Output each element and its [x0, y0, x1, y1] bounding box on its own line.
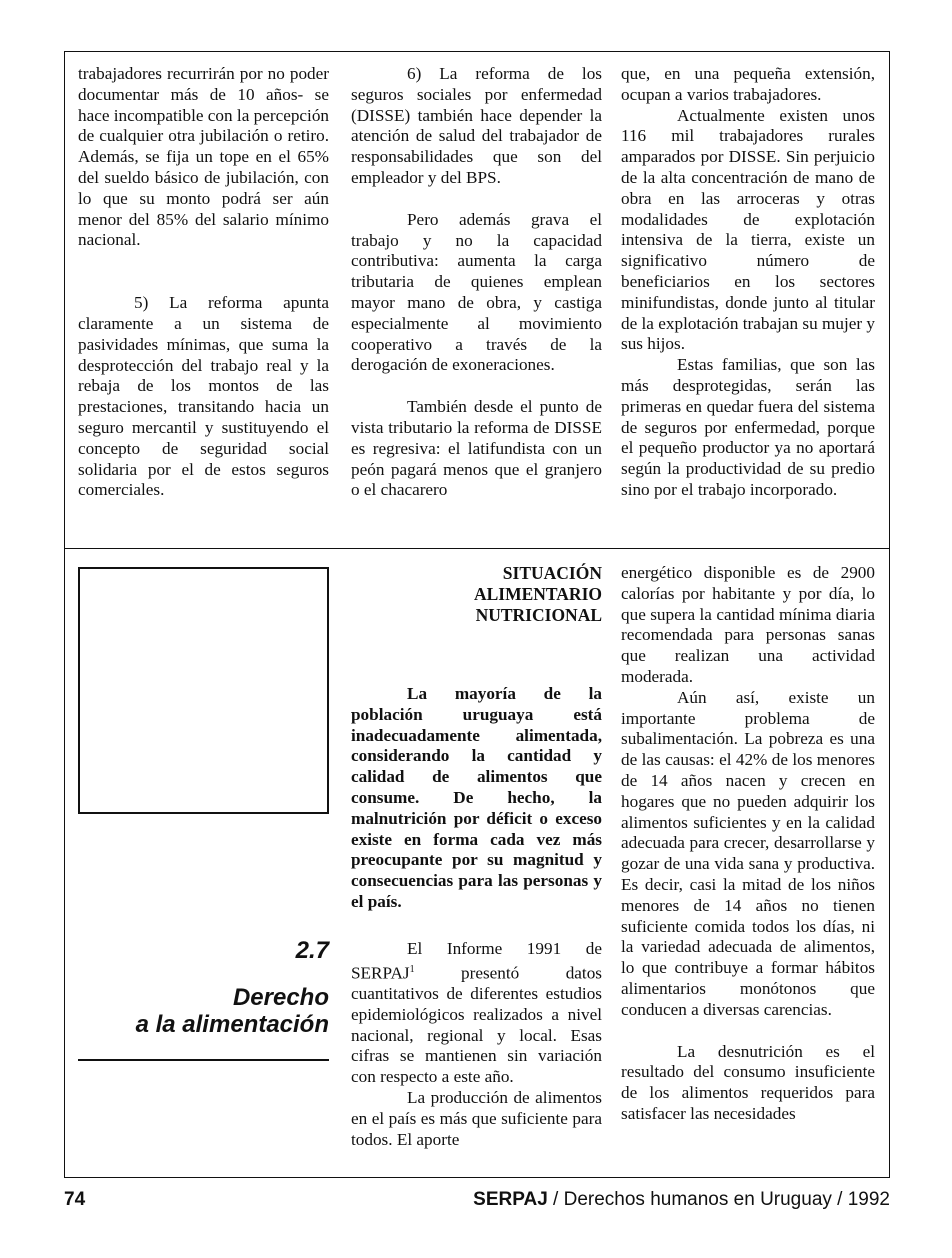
publisher-name: SERPAJ [473, 1189, 548, 1210]
paragraph: La desnutrición es el resultado del consumo insuficiente de los alimentos requeridos para satisfacer las necesidades [621, 1041, 875, 1123]
paragraph [351, 939, 602, 1088]
heading-line: ALIMENTARIO [473, 584, 602, 604]
section-title-line: Derecho [232, 984, 329, 1011]
paragraph: trabajadores recurrirán por no poder documentar más de 10 años- se hace incompatible con la percepción de cualquier otra jubilación o retiro. Además, se fija un tope en el 65% del sueldo básico de jubilación, con lo que su monto podrá ser aún menor del 85% del salario mínimo nacional. [78, 64, 330, 250]
section-title-line: a la alimentación [135, 1011, 329, 1038]
footnote-ref: 1 [409, 963, 415, 975]
upper-column-2 [351, 64, 602, 501]
paragraph: que, en una pequeña extensión, ocupan a varios trabajadores. [621, 64, 875, 104]
paragraph: Estas familias, que son las más desprotegidas, serán las primeras en quedar fuera del sistema de seguros por enfermedad, porque el pequeño productor ya no aportará según la productividad de su predio sino por el trabajo incorporado. [621, 355, 875, 499]
heading-line: SITUACIÓN [502, 563, 602, 583]
lower-column-3 [621, 563, 875, 1125]
heading-line: NUTRICIONAL [475, 605, 602, 625]
image-placeholder-box [78, 567, 329, 814]
paragraph: La producción de alimentos en el país es más que suficiente para todos. El aporte [351, 1088, 602, 1149]
section-rule [78, 1059, 329, 1061]
section-number: 2.7 [295, 937, 329, 964]
paragraph: También desde el punto de vista tributario la reforma de DISSE es regresiva: el latifundista con un peón pagará menos que el granjero o el chacarero [351, 397, 602, 500]
publication-title: / Derechos humanos en Uruguay / 1992 [547, 1189, 890, 1210]
upper-column-1 [78, 64, 329, 501]
section-title [78, 984, 329, 1038]
paragraph: Aún así, existe un importante problema de subalimentación. La pobreza es una de las causas: el 42% de los menores de 14 años nacen y crecen en hogares que no pueden adquirir los alimentos suficientes y en la calidad adecuada para crecer, desarrollarse y gozar de una vida sana y productiva. Es decir, casi la mitad de los niños menores de 14 años no tienen suficiente comida todos los días, ni la variedad adecuada de alimentos, lo que contribuye a formar hábitos alimentarios monótonos que conducen a diversas carencias. [621, 687, 875, 1019]
paragraph-text: El Informe 1991 de SERPAJ [351, 938, 602, 983]
paragraph: energético disponible es de 2900 calorías por habitante y por día, lo que supera la cantidad mínima diaria recomendada para personas sanas que realizan una actividad moderada. [621, 563, 875, 686]
upper-column-3 [621, 64, 875, 501]
paragraph: 5) La reforma apunta claramente a un sistema de pasividades mínimas, que suma la desprotección del trabajo real y la rebaja de los montos de las prestaciones, transitando hacia un seguro mercantil y sustituyendo el concepto de seguridad social solidaria por el de estos seguros comerciales. [78, 293, 329, 500]
lower-column-2 [351, 563, 602, 1150]
page-number: 74 [64, 1189, 86, 1210]
paragraph: Pero además grava el trabajo y no la capacidad contributiva: aumenta la carga tributaria de quienes emplean mayor mano de obra, y castiga especialmente al movimiento cooperativo a través de la derogación de exoneraciones. [351, 209, 602, 375]
running-footer [473, 1188, 890, 1212]
section-divider [64, 548, 890, 549]
paragraph-text: presentó datos cuantitativos de diferentes estudios epidemiológicos realizados a nivel nacional, regional y local. Esas cifras se mantienen sin variación con respecto a este año. [351, 963, 602, 1087]
lead-paragraph: La mayoría de la población uruguaya está inadecuadamente alimentada, considerando la cantidad y calidad de alimentos que consume. De hecho, la malnutrición por déficit o exceso existe en forma cada vez más preocupante por su magnitud y consecuencias para las personas y el país. [351, 684, 602, 911]
paragraph: Actualmente existen unos 116 mil trabajadores rurales amparados por DISSE. Sin perjuicio de la alta concentración de mano de obra en las arroceras y otras modalidades de explotación intensiva de la tierra, existe un significativo número de beneficiarios en los sectores minifundistas, donde junto al titular de la explotación trabajan su mujer y sus hijos. [621, 105, 875, 354]
subsection-heading [351, 563, 602, 626]
paragraph: 6) La reforma de los seguros sociales por enfermedad (DISSE) también hace depender la atención de salud del trabajador de responsabilidades que son del empleador y del BPS. [351, 64, 602, 187]
